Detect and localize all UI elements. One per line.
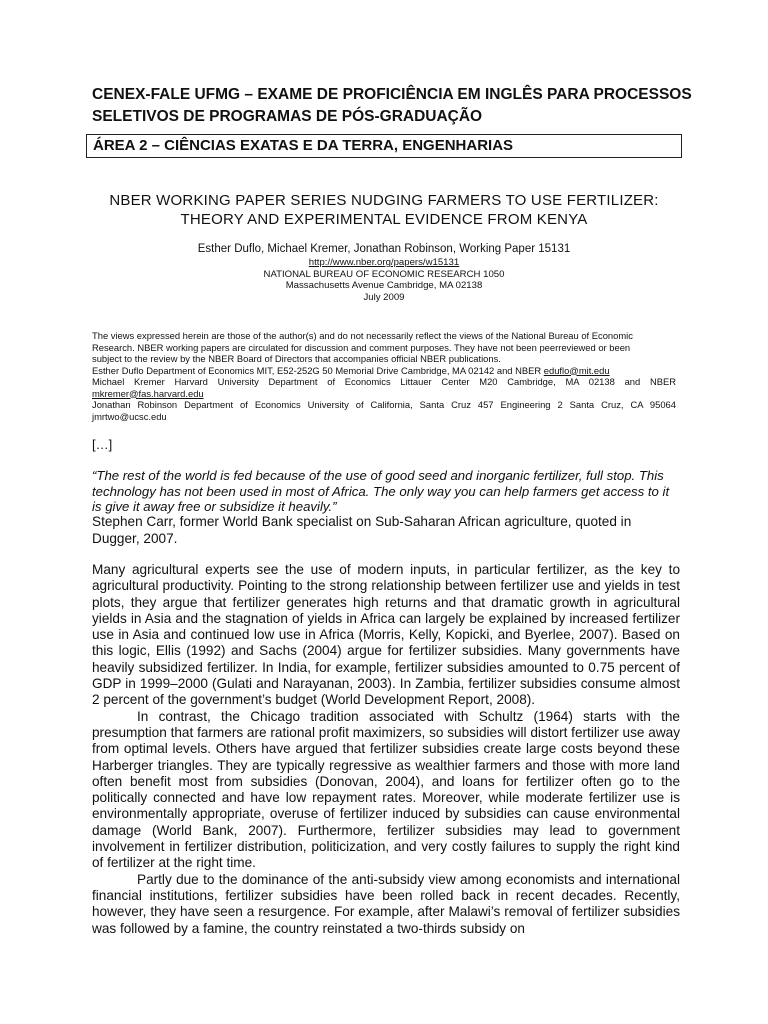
ellipsis-marker: […]	[92, 437, 113, 452]
disclaimer	[92, 330, 676, 422]
paper-title: NBER WORKING PAPER SERIES NUDGING FARMERS TO USE FERTILIZER: THEORY AND EXPERIMENTAL EVIDENCE FROM KENYA	[109, 192, 659, 228]
paper-institution: NATIONAL BUREAU OF ECONOMIC RESEARCH 1050	[263, 268, 505, 280]
paper-date: July 2009	[363, 291, 405, 303]
disclaimer-line: The views expressed herein are those of the author(s) and do not necessarily reflect the views of the National Bureau of Economic	[92, 330, 633, 341]
author-affiliation-kremer: Michael Kremer Harvard University Department of Economics Littauer Center M20 Cambridge, MA 02138 and NBER	[92, 376, 676, 387]
quote-attribution: Stephen Carr, former World Bank specialist on Sub-Saharan African agriculture, quoted in Dugger, 2007.	[92, 514, 632, 546]
paragraph: Partly due to the dominance of the anti-subsidy view among economists and international financial institutions, fertilizer subsidies have been rolled back in recent decades. Recently, however, they have seen a resurgence. For example, after Malawi’s removal of fertilizer subsidies was followed by a famine, the country reinstated a two-thirds subsidy on	[92, 871, 680, 936]
paragraph: In contrast, the Chicago tradition associated with Schultz (1964) starts with the presumption that farmers are rational profit maximizers, so subsidies will distort fertilizer use away from optimal levels. Others have argued that fertilizer subsidies create large costs beyond these Harberger triangles. They are typically regressive as wealthier farmers and those with more land often benefit most from subsidies (Donovan, 2004), and loans for fertilizer often go to the politically connected and have low repayment rates. Moreover, while moderate fertilizer use is environmentally appropriate, overuse of fertilizer induced by subsidies can cause environmental damage (World Bank, 2007). Furthermore, fertilizer subsidies may lead to government involvement in fertilizer distribution, politicization, and very costly failures to supply the right kind of fertilizer at the right time.	[92, 708, 680, 871]
disclaimer-line: subject to the review by the NBER Board of Directors that accompanies official NBER publications.	[92, 353, 501, 364]
kremer-email-link[interactable]: mkremer@fas.harvard.edu	[92, 387, 204, 399]
paper-meta	[92, 257, 676, 303]
duflo-affiliation: Esther Duflo Department of Economics MIT, E52-252G 50 Memorial Drive Cambridge, MA 02142 and NBER	[92, 364, 544, 376]
paper-authors: Esther Duflo, Michael Kremer, Jonathan Robinson, Working Paper 15131	[197, 243, 571, 255]
paragraph: Many agricultural experts see the use of modern inputs, in particular fertilizer, as the key to agricultural productivity. Pointing to the strong relationship between fertilizer use and yields in test plots, they argue that fertilizer generates high returns and that dramatic growth in agricultural yields in Asia and the stagnation of yields in Africa can largely be explained by increased fertilizer use in Asia and continued low use in Africa (Morris, Kelly, Kopicki, and Byerlee, 2007). Based on this logic, Ellis (1992) and Sachs (2004) argue for fertilizer subsidies. Many governments have heavily subsidized fertilizer. In India, for example, fertilizer subsidies amounted to 0.75 percent of GDP in 1999–2000 (Gulati and Narayanan, 2003). In Zambia, fertilizer subsidies consume almost 2 percent of the government’s budget (World Development Report, 2008).	[92, 562, 680, 708]
duflo-email-link[interactable]: eduflo@mit.edu	[543, 364, 610, 376]
epigraph-quote: “The rest of the world is fed because of the use of good seed and inorganic fertilizer, full stop. This technology has not been used in most of Africa. The only way you can help farmers get access to it is give it away free or subsidize it heavily.”	[92, 468, 670, 514]
paper-address: Massachusetts Avenue Cambridge, MA 02138	[285, 280, 483, 291]
exam-title: CENEX-FALE UFMG – EXAME DE PROFICIÊNCIA EM INGLÊS PARA PROCESSOS SELETIVOS DE PROGRAMAS DE PÓS-GRADUAÇÃO	[92, 86, 692, 125]
area-label: ÁREA 2 – CIÊNCIAS EXATAS E DA TERRA, ENGENHARIAS	[93, 137, 514, 154]
body-text	[92, 562, 680, 937]
disclaimer-line: Research. NBER working papers are circulated for discussion and comment purposes. They have not been peerreviewed or been	[92, 341, 631, 353]
author-affiliation-duflo	[92, 365, 676, 377]
paper-url-link[interactable]: http://www.nber.org/papers/w15131	[308, 257, 460, 268]
author-affiliation-robinson: Jonathan Robinson Department of Economics University of California, Santa Cruz 457 Engineering 2 Santa Cruz, CA 95064	[92, 399, 676, 410]
robinson-email: jmrtwo@ucsc.edu	[92, 410, 167, 422]
area-box	[86, 134, 682, 158]
